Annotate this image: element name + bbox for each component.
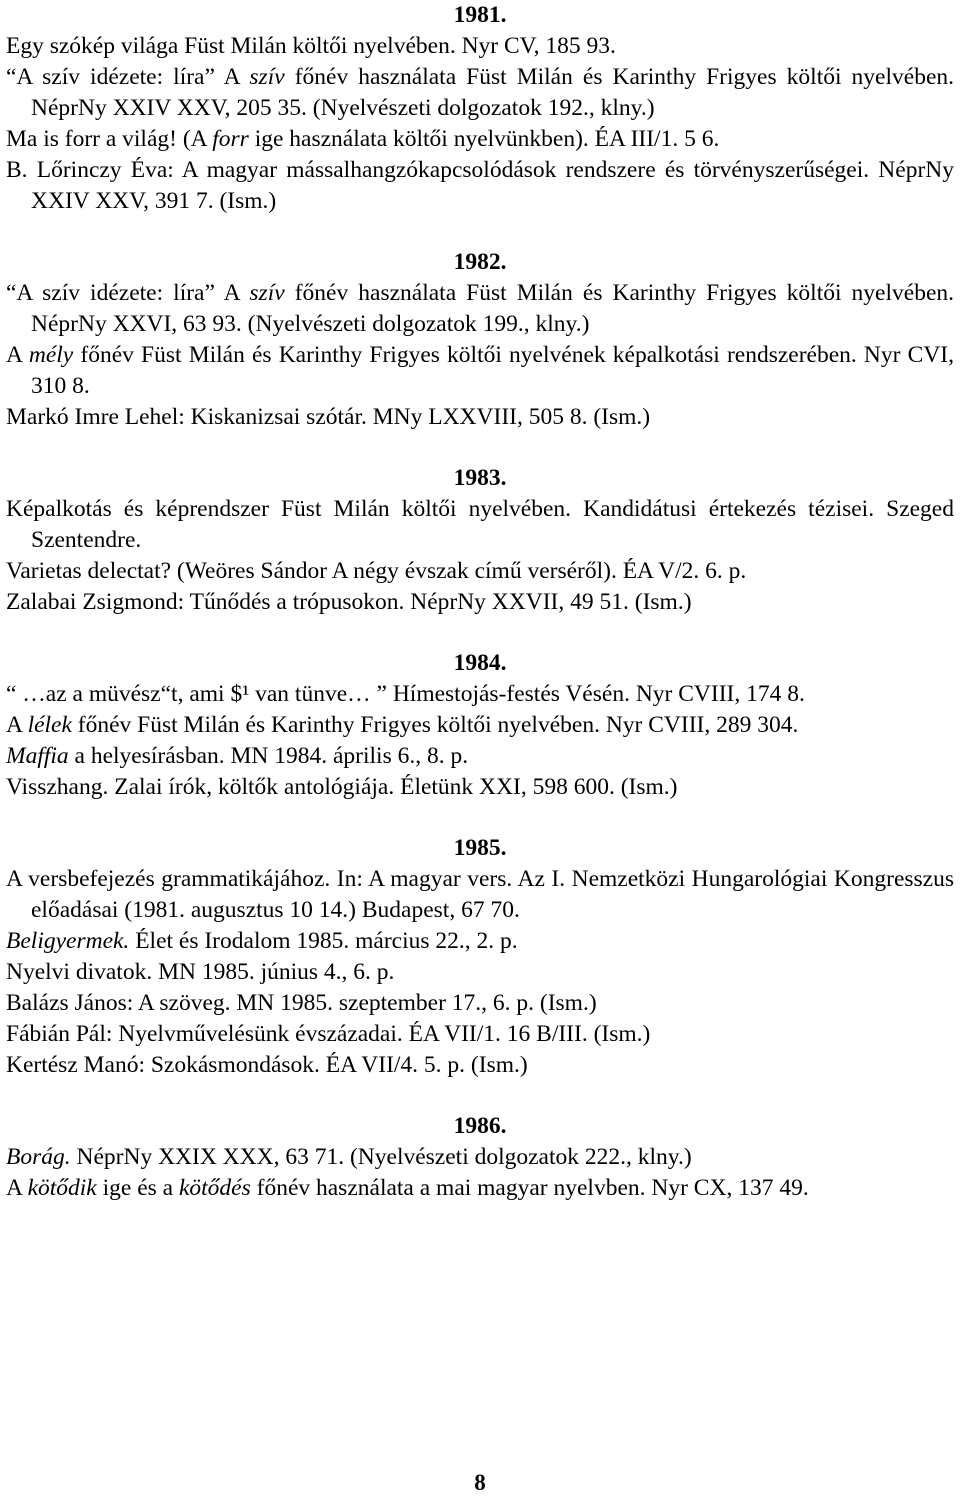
entry-text-segment: Kertész Manó: Szokásmondások. ÉA VII/4. 5. p. (Ism.) bbox=[6, 1052, 528, 1078]
entry-text-segment: Varietas delectat? (Weöres Sándor A négy évszak című verséről). ÉA V/2. 6. p. bbox=[6, 558, 747, 584]
bibliography-entry bbox=[6, 864, 954, 926]
bibliography-entry bbox=[6, 587, 954, 618]
italic-title-segment: Beligyermek. bbox=[6, 928, 130, 954]
bibliography-entry bbox=[6, 679, 954, 710]
year-section bbox=[6, 833, 954, 1081]
entry-text-segment: főnév Füst Milán és Karinthy Frigyes költői nyelvében. Nyr CVIII, 289 304. bbox=[71, 712, 799, 738]
year-heading: 1981. bbox=[453, 2, 507, 28]
year-heading: 1982. bbox=[453, 249, 507, 275]
italic-title-segment: szív bbox=[249, 64, 285, 90]
entry-text-segment: Egy szókép világa Füst Milán költői nyelvében. Nyr CV, 185 93. bbox=[6, 33, 616, 59]
entry-text-segment: Ma is forr a világ! (A bbox=[6, 126, 213, 152]
bibliography-entry bbox=[6, 772, 954, 803]
page-number: 8 bbox=[474, 1470, 486, 1495]
bibliography-entry bbox=[6, 988, 954, 1019]
entry-text-segment: Élet és Irodalom 1985. március 22., 2. p. bbox=[129, 928, 518, 954]
bibliography-entry bbox=[6, 278, 954, 340]
italic-title-segment: kötődik bbox=[27, 1175, 97, 1201]
italic-title-segment: mély bbox=[28, 342, 74, 368]
bibliography-entry bbox=[6, 494, 954, 556]
entry-text-segment: főnév használata Füst Milán és Karinthy Frigyes költői nyelvében. NéprNy XXVI, 63 93. (Nyelvészeti dolgozatok 199., klny.) bbox=[31, 280, 955, 337]
year-section bbox=[6, 0, 954, 217]
year-heading: 1984. bbox=[453, 650, 507, 676]
italic-title-segment: szív bbox=[249, 280, 285, 306]
entry-text-segment: ige és a bbox=[96, 1175, 179, 1201]
bibliography-entry bbox=[6, 741, 954, 772]
bibliography-page bbox=[6, 0, 954, 1204]
entry-text-segment: a helyesírásban. MN 1984. április 6., 8. p. bbox=[68, 743, 469, 769]
entry-text-segment: Markó Imre Lehel: Kiskanizsai szótár. MNy LXXVIII, 505 8. (Ism.) bbox=[6, 404, 651, 430]
bibliography-entry bbox=[6, 556, 954, 587]
italic-title-segment: Borág. bbox=[6, 1144, 71, 1170]
italic-title-segment: forr bbox=[212, 126, 249, 152]
entry-text-segment: főnév Füst Milán és Karinthy Frigyes költői nyelvének képalkotási rendszerében. Nyr CVI, 310 8. bbox=[31, 342, 954, 399]
bibliography-entry bbox=[6, 62, 954, 124]
bibliography-entry bbox=[6, 340, 954, 402]
entry-text-segment: A versbefejezés grammatikájához. In: A magyar vers. Az I. Nemzetközi Hungarológiai Kongresszus előadásai (1981. augusztus 10 14.) Budapest, 67 70. bbox=[6, 866, 954, 923]
bibliography-entry bbox=[6, 31, 954, 62]
bibliography-entry bbox=[6, 1019, 954, 1050]
entry-text-segment: NéprNy XXIX XXX, 63 71. (Nyelvészeti dolgozatok 222., klny.) bbox=[70, 1144, 692, 1170]
italic-title-segment: lélek bbox=[27, 712, 72, 738]
bibliography-entry bbox=[6, 710, 954, 741]
year-section bbox=[6, 463, 954, 618]
year-section bbox=[6, 1111, 954, 1204]
bibliography-entry bbox=[6, 1142, 954, 1173]
entry-text-segment: Nyelvi divatok. MN 1985. június 4., 6. p. bbox=[6, 959, 395, 985]
year-heading: 1986. bbox=[453, 1113, 507, 1139]
entry-text-segment: Visszhang. Zalai írók, költők antológiája. Életünk XXI, 598 600. (Ism.) bbox=[6, 774, 678, 800]
entry-text-segment: ige használata költői nyelvünkben). ÉA III/1. 5 6. bbox=[248, 126, 720, 152]
bibliography-entry bbox=[6, 1050, 954, 1081]
entry-text-segment: főnév használata Füst Milán és Karinthy Frigyes költői nyelvében. NéprNy XXIV XXV, 205 35. (Nyelvészeti dolgozatok 192., klny.) bbox=[31, 64, 955, 121]
entry-text-segment: B. Lőrinczy Éva: A magyar mássalhangzókapcsolódások rendszere és törvényszerűségei. NéprNy XXIV XXV, 391 7. (Ism.) bbox=[6, 157, 954, 214]
year-section bbox=[6, 648, 954, 803]
entry-text-segment: Zalabai Zsigmond: Tűnődés a trópusokon. NéprNy XXVII, 49 51. (Ism.) bbox=[6, 589, 692, 615]
year-heading: 1983. bbox=[453, 465, 507, 491]
entry-text-segment: Képalkotás és képrendszer Füst Milán költői nyelvében. Kandidátusi értekezés tézisei. Szeged Szentendre. bbox=[6, 496, 954, 553]
year-heading: 1985. bbox=[453, 835, 507, 861]
bibliography-entry bbox=[6, 1173, 954, 1204]
bibliography-entry bbox=[6, 402, 954, 433]
entry-text-segment: Fábián Pál: Nyelvművelésünk évszázadai. ÉA VII/1. 16 B/III. (Ism.) bbox=[6, 1021, 651, 1047]
entry-text-segment: “ …az a müvész“t, ami $¹ van tünve… ” Hímestojás-festés Vésén. Nyr CVIII, 174 8. bbox=[6, 681, 805, 707]
entry-text-segment: Balázs János: A szöveg. MN 1985. szeptember 17., 6. p. (Ism.) bbox=[6, 990, 597, 1016]
italic-title-segment: kötődés bbox=[178, 1175, 251, 1201]
year-section bbox=[6, 247, 954, 433]
bibliography-entry bbox=[6, 155, 954, 217]
bibliography-entry bbox=[6, 926, 954, 957]
entry-text-segment: “A szív idézete: líra” A bbox=[6, 280, 250, 306]
bibliography-entry bbox=[6, 124, 954, 155]
italic-title-segment: Maffia bbox=[6, 743, 69, 769]
entry-text-segment: A bbox=[6, 712, 28, 738]
entry-text-segment: “A szív idézete: líra” A bbox=[6, 64, 250, 90]
entry-text-segment: A bbox=[6, 342, 29, 368]
bibliography-entry bbox=[6, 957, 954, 988]
entry-text-segment: A bbox=[6, 1175, 28, 1201]
entry-text-segment: főnév használata a mai magyar nyelvben. Nyr CX, 137 49. bbox=[250, 1175, 809, 1201]
